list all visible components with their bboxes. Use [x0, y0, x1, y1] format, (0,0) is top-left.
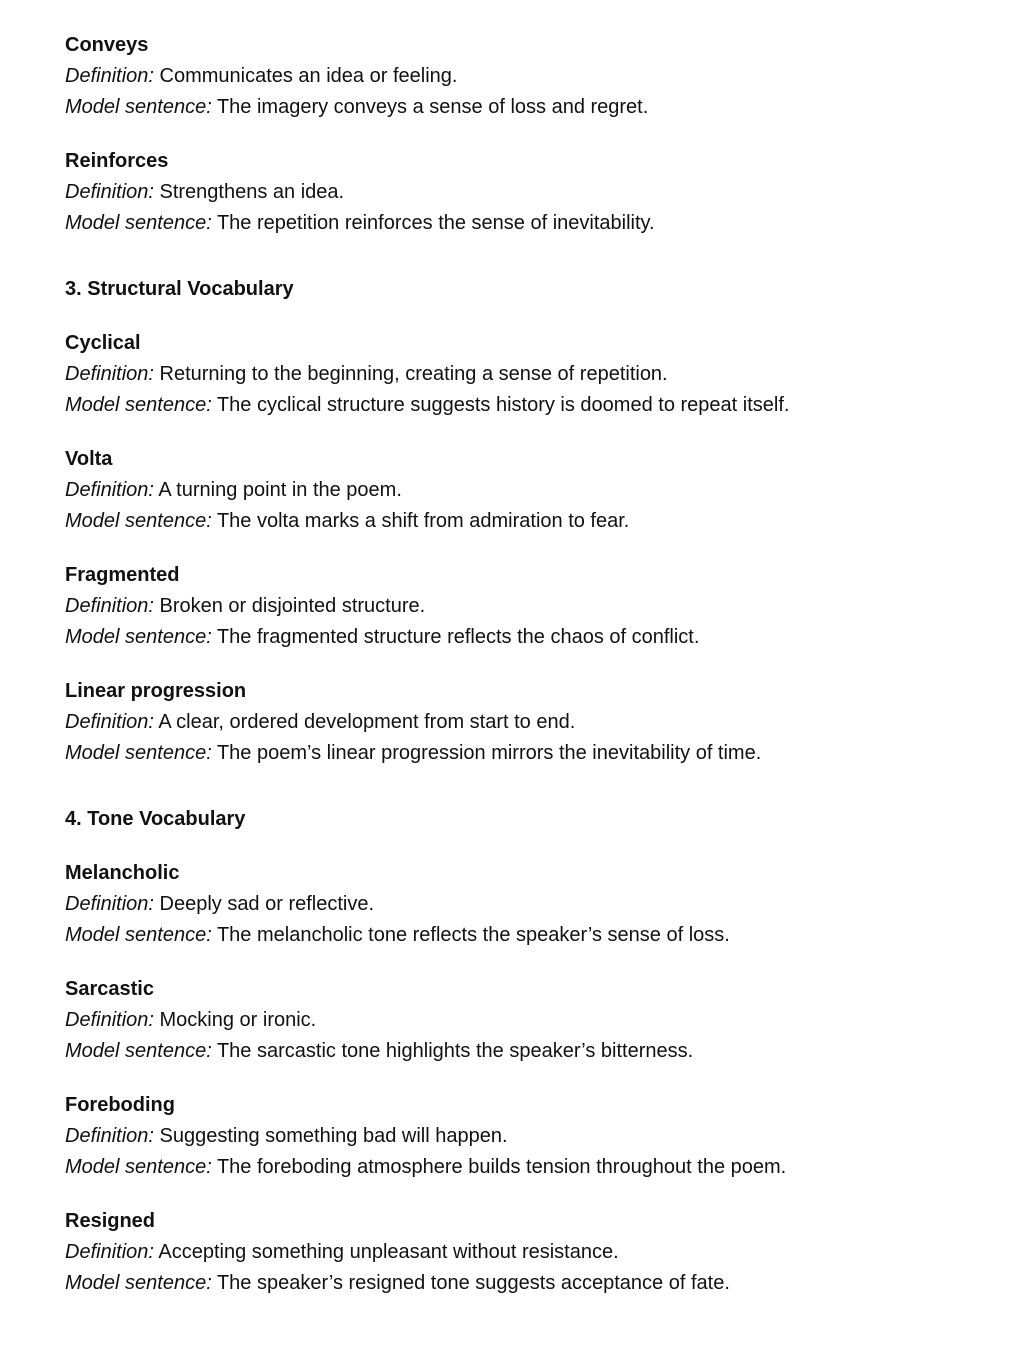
vocab-entry-sarcastic	[65, 974, 965, 1067]
definition-line	[65, 591, 965, 622]
vocab-entry-fragmented	[65, 560, 965, 653]
definition-line	[65, 61, 965, 92]
vocab-entry-foreboding	[65, 1090, 965, 1183]
definition-label: Definition:	[65, 181, 154, 203]
definition-text: Broken or disjointed structure.	[159, 595, 426, 617]
term-heading: Sarcastic	[65, 978, 154, 1000]
model-sentence-text: The speaker’s resigned tone suggests acceptance of fate.	[216, 1272, 730, 1294]
term-heading: Foreboding	[65, 1094, 175, 1116]
term-heading: Cyclical	[65, 332, 141, 354]
model-sentence-text: The repetition reinforces the sense of inevitability.	[216, 212, 655, 234]
definition-text: Mocking or ironic.	[159, 1009, 317, 1031]
section-heading-structural: 3. Structural Vocabulary	[65, 278, 294, 300]
term-heading: Reinforces	[65, 150, 169, 172]
definition-line	[65, 1005, 965, 1036]
definition-label: Definition:	[65, 363, 154, 385]
model-sentence-text: The cyclical structure suggests history is doomed to repeat itself.	[216, 394, 790, 416]
definition-text: A turning point in the poem.	[158, 479, 402, 501]
model-sentence-line	[65, 208, 965, 239]
definition-text: Suggesting something bad will happen.	[159, 1125, 508, 1147]
model-sentence-label: Model sentence:	[65, 394, 212, 416]
vocab-entry-cyclical	[65, 328, 965, 421]
definition-line	[65, 1121, 965, 1152]
term-heading: Conveys	[65, 34, 149, 56]
model-sentence-text: The fragmented structure reflects the chaos of conflict.	[216, 626, 700, 648]
definition-label: Definition:	[65, 1009, 154, 1031]
model-sentence-line	[65, 622, 965, 653]
model-sentence-line	[65, 1152, 965, 1183]
model-sentence-label: Model sentence:	[65, 626, 212, 648]
definition-line	[65, 707, 965, 738]
term-heading: Melancholic	[65, 862, 180, 884]
model-sentence-text: The poem’s linear progression mirrors the inevitability of time.	[216, 742, 762, 764]
model-sentence-label: Model sentence:	[65, 1040, 212, 1062]
model-sentence-line	[65, 1036, 965, 1067]
model-sentence-label: Model sentence:	[65, 510, 212, 532]
definition-text: Deeply sad or reflective.	[159, 893, 375, 915]
definition-line	[65, 1237, 965, 1268]
model-sentence-text: The imagery conveys a sense of loss and regret.	[216, 96, 649, 118]
term-heading: Resigned	[65, 1210, 156, 1232]
definition-label: Definition:	[65, 479, 154, 501]
definition-text: A clear, ordered development from start to end.	[158, 711, 576, 733]
model-sentence-text: The sarcastic tone highlights the speaker’s bitterness.	[216, 1040, 694, 1062]
definition-label: Definition:	[65, 711, 154, 733]
section-heading-tone: 4. Tone Vocabulary	[65, 808, 246, 830]
definition-text: Communicates an idea or feeling.	[159, 65, 458, 87]
model-sentence-label: Model sentence:	[65, 1272, 212, 1294]
model-sentence-text: The foreboding atmosphere builds tension throughout the poem.	[216, 1156, 787, 1178]
model-sentence-label: Model sentence:	[65, 924, 212, 946]
vocab-entry-melancholic	[65, 858, 965, 951]
model-sentence-line	[65, 506, 965, 537]
model-sentence-label: Model sentence:	[65, 212, 212, 234]
model-sentence-label: Model sentence:	[65, 742, 212, 764]
definition-label: Definition:	[65, 595, 154, 617]
term-heading: Linear progression	[65, 680, 247, 702]
definition-text: Accepting something unpleasant without resistance.	[158, 1241, 619, 1263]
model-sentence-line	[65, 92, 965, 123]
model-sentence-text: The melancholic tone reflects the speaker’s sense of loss.	[216, 924, 730, 946]
vocab-entry-conveys	[65, 30, 965, 123]
vocab-entry-volta	[65, 444, 965, 537]
definition-line	[65, 475, 965, 506]
definition-label: Definition:	[65, 65, 154, 87]
document-page	[65, 30, 965, 1299]
definition-label: Definition:	[65, 1241, 154, 1263]
vocab-entry-reinforces	[65, 146, 965, 239]
definition-text: Returning to the beginning, creating a sense of repetition.	[159, 363, 668, 385]
vocab-entry-resigned	[65, 1206, 965, 1299]
term-heading: Fragmented	[65, 564, 180, 586]
definition-label: Definition:	[65, 1125, 154, 1147]
vocab-entry-linear-progression	[65, 676, 965, 769]
definition-text: Strengthens an idea.	[159, 181, 345, 203]
model-sentence-line	[65, 390, 965, 421]
model-sentence-line	[65, 1268, 965, 1299]
model-sentence-label: Model sentence:	[65, 1156, 212, 1178]
model-sentence-text: The volta marks a shift from admiration to fear.	[216, 510, 630, 532]
definition-label: Definition:	[65, 893, 154, 915]
definition-line	[65, 177, 965, 208]
definition-line	[65, 889, 965, 920]
model-sentence-line	[65, 738, 965, 769]
model-sentence-label: Model sentence:	[65, 96, 212, 118]
definition-line	[65, 359, 965, 390]
model-sentence-line	[65, 920, 965, 951]
term-heading: Volta	[65, 448, 113, 470]
